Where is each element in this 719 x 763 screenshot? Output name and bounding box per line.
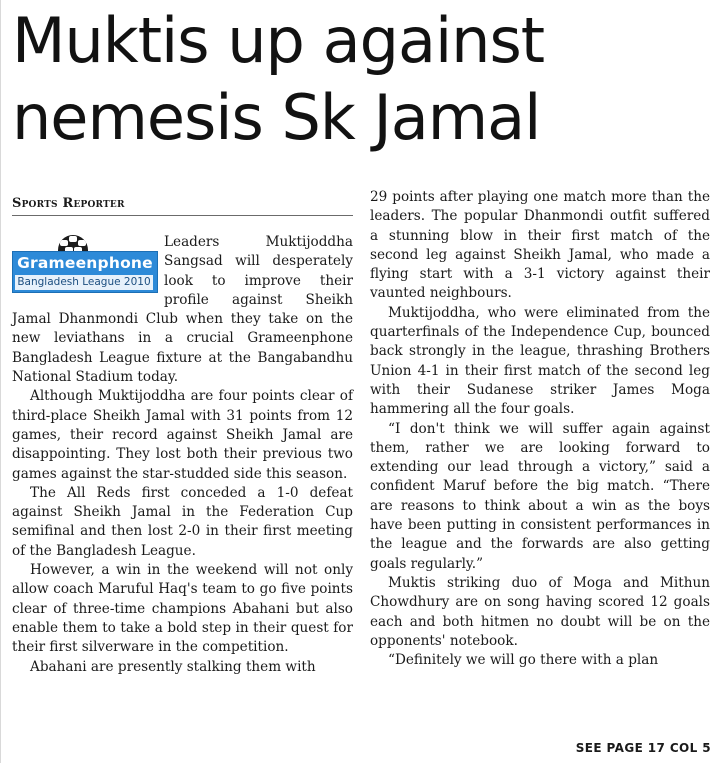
football-icon xyxy=(58,235,88,252)
paragraph: Abahani are presently stalking them with xyxy=(30,658,316,675)
continuation-jump: SEE PAGE 17 COL 5 xyxy=(575,741,711,755)
article-column-right xyxy=(370,188,710,670)
paragraph: “Definitely we will go there with a plan xyxy=(388,652,659,669)
paragraph: “I don't think we will suffer again against them, rather we are looking forward to extending our lead through a victory,” said a confident Maruf before the big match. “There are reasons to think about a win as the boys have been putting in consistent performances in the league and the forwards are also getting goals regularly.” xyxy=(370,420,710,572)
article-column-left xyxy=(12,233,353,677)
headline-line-2: nemesis Sk Jamal xyxy=(12,81,541,154)
headline-line-1: Muktis up against xyxy=(12,4,545,77)
paragraph: Muktis striking duo of Moga and Mithun Chowdhury are on song having scored 12 goals each and both hitmen no doubt will be on the opponents' notebook. xyxy=(370,574,710,649)
column-rule xyxy=(0,0,1,763)
paragraph: Leaders Muktijoddha Sangsad will desperately look to improve their profile against Sheikh Jamal Dhanmondi Club when they take on the new leviathans in a crucial Grameenphone Bangladesh League fixture at the Bangabandhu National Stadium today. xyxy=(12,234,353,386)
paragraph: However, a win in the weekend will not only allow coach Maruful Haq's team to go five points clear of three-time champions Abahani but also enable them to take a bold step in their quest for their first silverware in the competition. xyxy=(12,562,353,656)
grameenphone-league-logo xyxy=(12,235,156,297)
logo-brand: Grameenphone xyxy=(17,254,153,272)
paragraph: Muktijoddha, who were eliminated from the quarterfinals of the Independence Cup, bounced back strongly in the league, thrashing Brothers Union 4-1 in their first match of the second leg with their Sudanese striker James Moga hammering all the four goals. xyxy=(370,304,710,418)
logo-league: Bangladesh League 2010 xyxy=(15,275,153,290)
paragraph: Although Muktijoddha are four points clear of third-place Sheikh Jamal with 31 points from 12 games, their record against Sheikh Jamal are disappointing. They lost both their previous two games against the star-studded side this season. xyxy=(12,388,353,482)
byline: Sports Reporter xyxy=(12,196,353,216)
headline xyxy=(12,2,712,156)
paragraph: The All Reds first conceded a 1-0 defeat against Sheikh Jamal in the Federation Cup semifinal and then lost 2-0 in their first meeting of the Bangladesh League. xyxy=(12,484,353,559)
paragraph: 29 points after playing one match more than the leaders. The popular Dhanmondi outfit suffered a stunning blow in their first match of the second leg against Sheikh Jamal, who made a flying start with a 3-1 victory against their vaunted neighbours. xyxy=(370,189,710,302)
logo-banner xyxy=(12,251,158,293)
